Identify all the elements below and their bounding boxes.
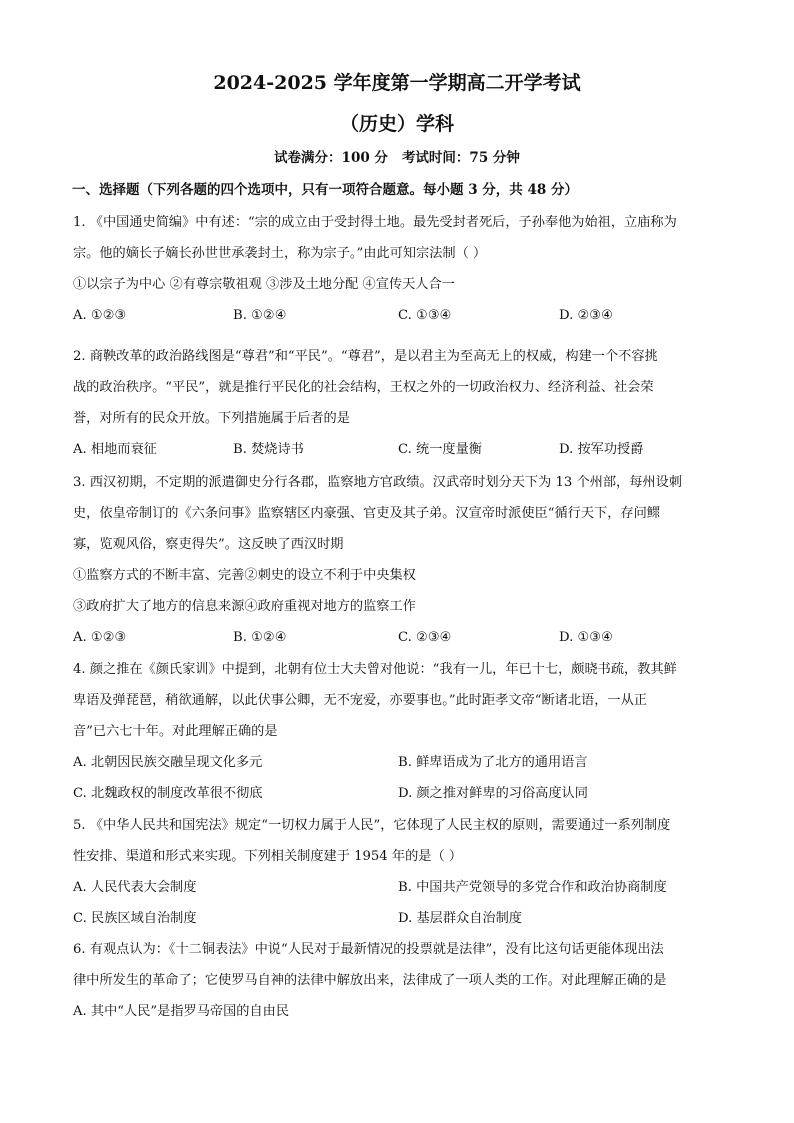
q4-option-d[interactable]: D. 颜之推对鲜卑的习俗高度认同 <box>398 786 588 801</box>
q1-option-a[interactable]: A. ①②③ <box>73 308 127 323</box>
q2-option-d[interactable]: D. 按军功授爵 <box>559 442 644 457</box>
q3-option-c[interactable]: C. ②③④ <box>398 630 452 645</box>
exam-time: 考试时间：75 分钟 <box>401 150 520 166</box>
q1-option-c[interactable]: C. ①③④ <box>398 308 452 323</box>
q1-stem-line-1: 1. 《中国通史简编》中有述：“宗的成立由于受封得土地。最先受封者死后，子孙奉他为始祖，立庙称为 <box>73 215 677 230</box>
q4-stem-line-2: 卑语及弹琵琶，稍欲通解，以此伏事公卿，无不宠爱，亦要事也。”此时距孝文帝“断诸北语，一从正 <box>73 693 647 708</box>
exam-meta <box>0 149 794 167</box>
q3-stem-line-3: 寡，览观风俗，察吏得失”。这反映了西汉时期 <box>73 537 344 552</box>
q5-option-a[interactable]: A. 人民代表大会制度 <box>73 880 197 895</box>
q1-stem-line-2: 宗。他的嫡长子嫡长孙世世承袭封土，称为宗子。”由此可知宗法制（ ） <box>73 246 487 261</box>
q3-option-b[interactable]: B. ①②④ <box>233 630 287 645</box>
q1-option-d[interactable]: D. ②③④ <box>559 308 613 323</box>
q2-option-c[interactable]: C. 统一度量衡 <box>398 442 482 457</box>
q3-stem-line-1: 3. 西汉初期，不定期的派遣御史分行各郡，监察地方官政绩。汉武帝时划分天下为 13 个州部，每州设刺 <box>73 475 682 490</box>
exam-subject: （历史）学科 <box>339 113 454 135</box>
q4-option-a[interactable]: A. 北朝因民族交融呈现文化多元 <box>73 755 263 770</box>
exam-title: 2024-2025 学年度第一学期高二开学考试 <box>213 72 581 94</box>
q3-option-a[interactable]: A. ①②③ <box>73 630 127 645</box>
q3-option-d[interactable]: D. ①③④ <box>559 630 613 645</box>
q5-option-d[interactable]: D. 基层群众自治制度 <box>398 911 522 926</box>
section-heading: 一、选择题（下列各题的四个选项中，只有一项符合题意。每小题 3 分，共 48 分） <box>72 182 578 198</box>
q5-stem-line-1: 5. 《中华人民共和国宪法》规定“一切权力属于人民”，它体现了人民主权的原则，需要通过一系列制度 <box>73 818 671 833</box>
q1-stem-line-3: ①以宗子为中心 ②有尊宗敬祖观 ③涉及土地分配 ④宣传天人合一 <box>73 277 455 292</box>
q1-option-b[interactable]: B. ①②④ <box>233 308 287 323</box>
q3-stem-line-4: ①监察方式的不断丰富、完善②刺史的设立不利于中央集权 <box>73 568 416 583</box>
q2-stem-line-1: 2. 商鞅改革的政治路线图是“尊君”和“平民”。“尊君”，是以君主为至高无上的权威，构建一个不容挑 <box>73 349 658 364</box>
q2-stem-line-3: 誉，对所有的民众开放。下列措施属于后者的是 <box>73 411 350 426</box>
q6-stem-line-2: 律中所发生的革命了；它使罗马自神的法律中解放出来，法律成了一项人类的工作。对此理解正确的是 <box>73 973 667 988</box>
q4-stem-line-1: 4. 颜之推在《颜氏家训》中提到，北朝有位士大夫曾对他说：“我有一儿，年已十七，颇晓书疏，教其鲜 <box>73 662 677 677</box>
q3-stem-line-2: 史，依皇帝制订的《六条问事》监察辖区内豪强、官吏及其子弟。汉宣帝时派使臣“循行天下，存问鳏 <box>73 506 660 521</box>
q2-option-b[interactable]: B. 焚烧诗书 <box>233 442 304 457</box>
q4-option-c[interactable]: C. 北魏政权的制度改革很不彻底 <box>73 786 263 801</box>
q4-option-b[interactable]: B. 鲜卑语成为了北方的通用语言 <box>398 755 588 770</box>
q2-option-a[interactable]: A. 相地而衰征 <box>73 442 157 457</box>
q2-stem-line-2: 战的政治秩序。“平民”，就是推行平民化的社会结构，王权之外的一切政治权力、经济利益、社会荣 <box>73 380 654 395</box>
q3-stem-line-5: ③政府扩大了地方的信息来源④政府重视对地方的监察工作 <box>73 599 416 614</box>
q5-option-b[interactable]: B. 中国共产党领导的多党合作和政治协商制度 <box>398 880 667 895</box>
q5-option-c[interactable]: C. 民族区域自治制度 <box>73 911 197 926</box>
q6-option-a[interactable]: A. 其中“人民”是指罗马帝国的自由民 <box>73 1004 290 1019</box>
q6-stem-line-1: 6. 有观点认为：《十二铜表法》中说“人民对于最新情况的投票就是法律”，没有比这句话更能体现出法 <box>73 942 664 957</box>
q5-stem-line-2: 性安排、渠道和形式来实现。下列相关制度建于 1954 年的是（ ） <box>73 849 463 864</box>
full-score: 试卷满分：100 分 <box>274 150 388 166</box>
q4-stem-line-3: 音”已六七十年。对此理解正确的是 <box>73 724 278 739</box>
